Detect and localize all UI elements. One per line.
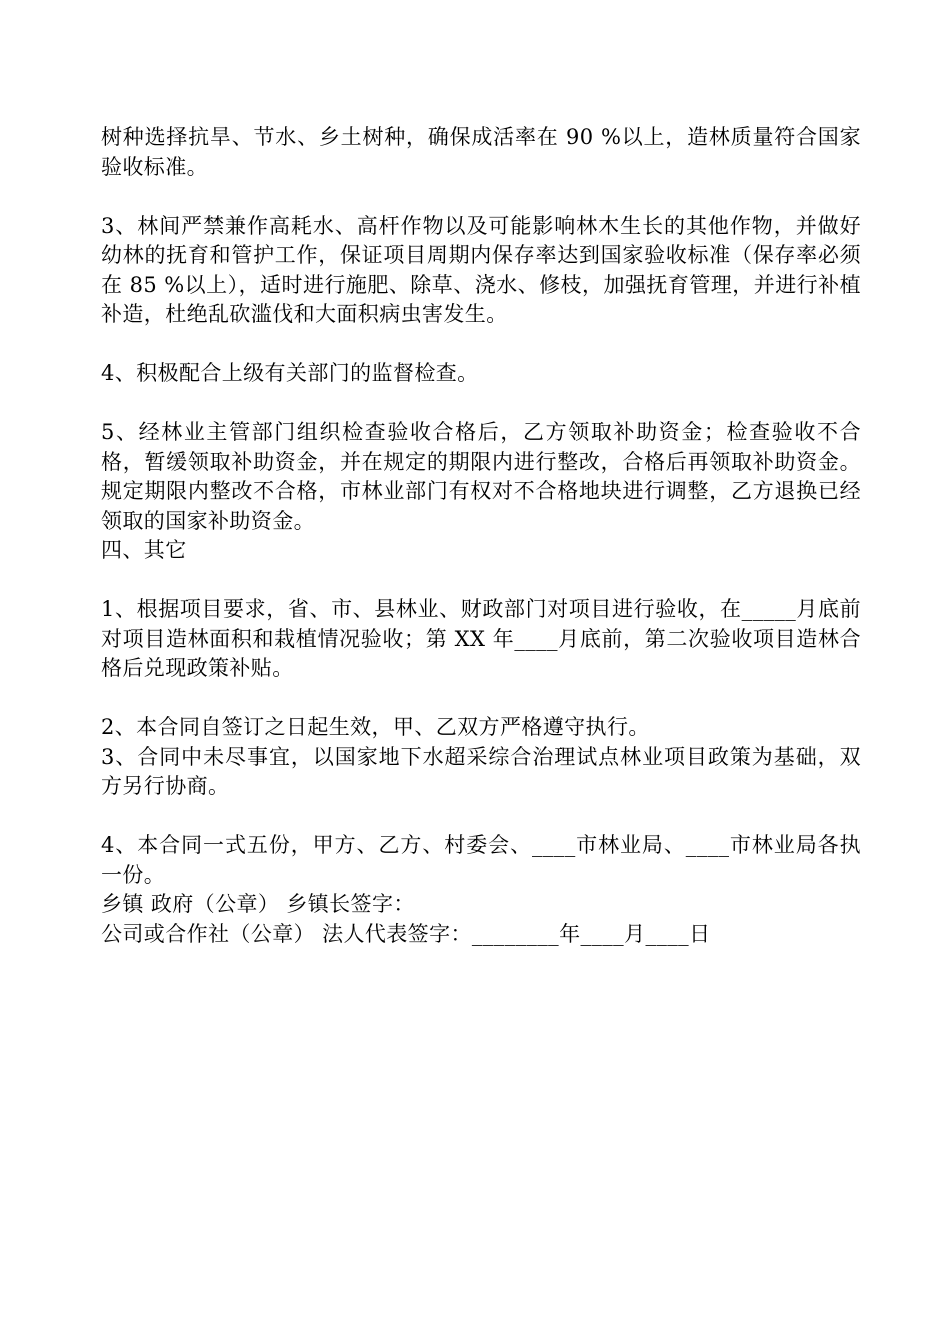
paragraph-item-4: 4、积极配合上级有关部门的监督检查。 (101, 361, 479, 385)
contract-page (101, 123, 861, 949)
section-heading-other: 四、其它 (101, 538, 187, 562)
paragraph-other-3: 3、合同中未尽事宜，以国家地下水超采综合治理试点林业项目政策为基础，双方另行协商。 (101, 744, 861, 798)
paragraph-other-4: 4、本合同一式五份，甲方、乙方、村委会、____市林业局、____市林业局各执一份。 (101, 833, 861, 887)
paragraph-item-5: 5、经林业主管部门组织检查验收合格后，乙方领取补助资金；检查验收不合格，暂缓领取补助资金，并在规定的期限内进行整改，合格后再领取补助资金。规定期限内整改不合格，市林业部门有权对不合格地块进行调整，乙方退换已经领取的国家补助资金。 (101, 420, 861, 533)
paragraph-item-3: 3、林间严禁兼作高耗水、高杆作物以及可能影响林木生长的其他作物，并做好幼林的抚育和管护工作，保证项目周期内保存率达到国家验收标准（保存率必须在 85 %以上），适时进行施肥、除草、浇水、修枝，加强抚育管理，并进行补植补造，杜绝乱砍滥伐和大面积病虫害发生。 (101, 213, 861, 326)
signature-line-township: 乡镇 政府（公章） 乡镇长签字： (101, 892, 415, 916)
signature-line-company: 公司或合作社（公章） 法人代表签字：________年____月____日 (101, 921, 711, 946)
paragraph-tree-species: 树种选择抗旱、节水、乡土树种，确保成活率在 90 %以上，造林质量符合国家验收标准。 (101, 125, 861, 179)
paragraph-other-1: 1、根据项目要求，省、市、县林业、财政部门对项目进行验收，在_____月底前对项目造林面积和栽植情况验收；第 XX 年____月底前，第二次验收项目造林合格后兑现政策补贴。 (101, 597, 861, 680)
paragraph-other-2: 2、本合同自签订之日起生效，甲、乙双方严格遵守执行。 (101, 715, 650, 739)
